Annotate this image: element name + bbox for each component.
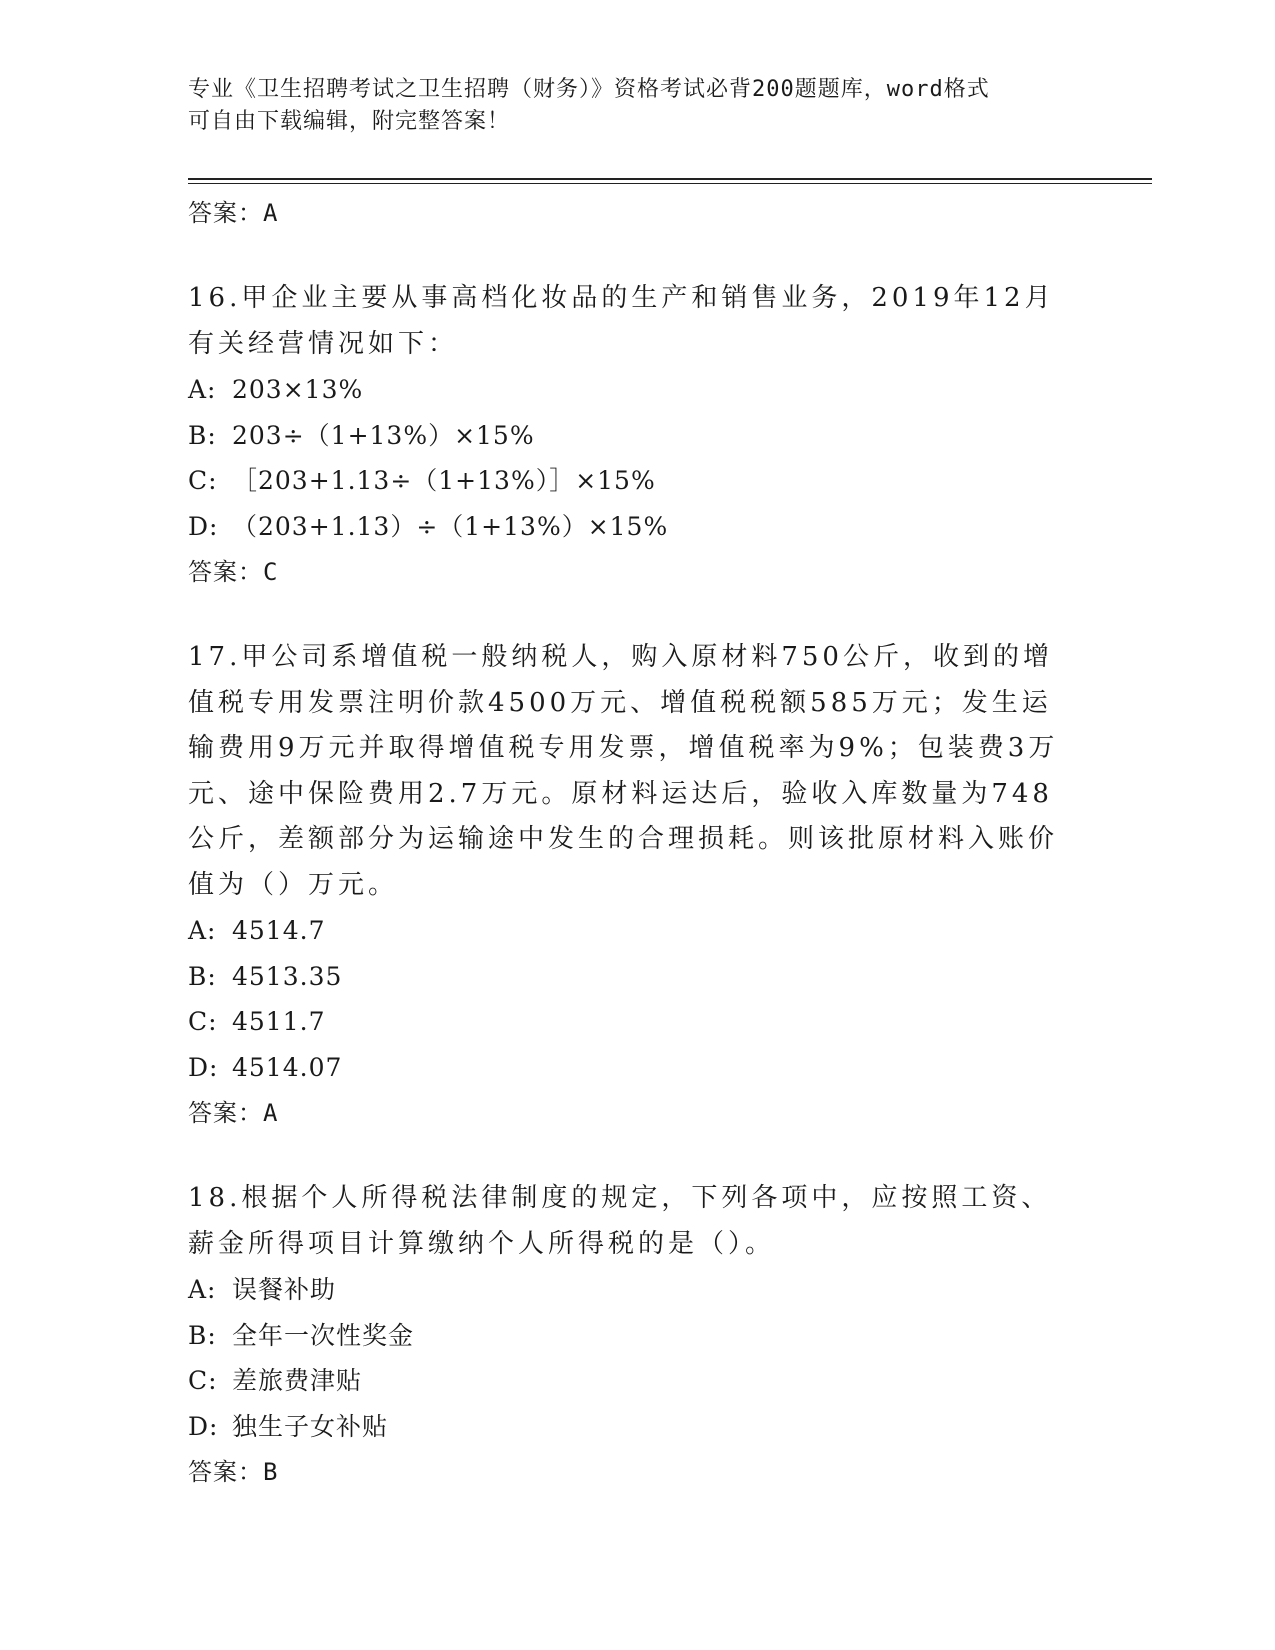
option-text: 独生子女补贴 xyxy=(232,1411,389,1441)
header-divider xyxy=(188,178,1152,180)
option-text: 4514.7 xyxy=(232,916,326,945)
option-label: D: xyxy=(188,1052,219,1082)
option-b xyxy=(188,954,1078,1000)
option-text: ［203+1.13÷（1+13%）］×15% xyxy=(232,466,656,495)
option-d xyxy=(188,1404,1078,1450)
option-label: A: xyxy=(188,375,217,404)
answer xyxy=(188,1090,1078,1136)
option-label: A: xyxy=(188,1275,217,1304)
question-18 xyxy=(188,1176,1078,1495)
option-b xyxy=(188,413,1078,459)
answer-value: B xyxy=(263,1458,279,1486)
option-text: 全年一次性奖金 xyxy=(232,1320,415,1350)
answer-label: 答案： xyxy=(188,199,263,227)
option-label: A: xyxy=(188,916,217,945)
option-text: 203÷（1+13%）×15% xyxy=(232,420,535,450)
option-d xyxy=(188,1045,1078,1091)
answer-value: A xyxy=(263,199,279,227)
answer-value: A xyxy=(263,1099,279,1127)
answer-label: 答案： xyxy=(188,1099,263,1127)
header-line-1: 专业《卫生招聘考试之卫生招聘（财务）》资格考试必背200题题库，word格式 xyxy=(188,77,990,102)
document-header xyxy=(188,74,1068,138)
option-a xyxy=(188,367,1078,413)
question-16 xyxy=(188,276,1078,595)
question-text: 18.根据个人所得税法律制度的规定，下列各项中，应按照工资、薪金所得项目计算缴纳个人所得税的是（）。 xyxy=(188,1183,1052,1259)
answer xyxy=(188,1449,1078,1495)
option-c xyxy=(188,458,1078,504)
answer xyxy=(188,549,1078,595)
answer-value: C xyxy=(263,558,279,586)
option-label: B: xyxy=(188,961,217,991)
answer-label: 答案： xyxy=(188,558,263,586)
question-17 xyxy=(188,635,1078,1136)
document-body xyxy=(188,190,1078,1495)
option-label: B: xyxy=(188,420,217,450)
option-label: D: xyxy=(188,511,219,541)
option-label: D: xyxy=(188,1411,219,1441)
option-label: B: xyxy=(188,1320,217,1350)
option-label: C: xyxy=(188,1366,218,1395)
option-c xyxy=(188,999,1078,1045)
answer-label: 答案： xyxy=(188,1458,263,1486)
option-text: 差旅费津贴 xyxy=(232,1366,363,1395)
option-d xyxy=(188,504,1078,550)
option-text: 203×13% xyxy=(232,375,364,404)
option-a xyxy=(188,908,1078,954)
option-label: C: xyxy=(188,466,218,495)
option-text: 4511.7 xyxy=(232,1007,326,1036)
option-label: C: xyxy=(188,1007,218,1036)
question-text: 16.甲企业主要从事高档化妆品的生产和销售业务，2019年12月有关经营情况如下： xyxy=(188,283,1055,359)
option-text: （203+1.13）÷（1+13%）×15% xyxy=(232,511,669,541)
header-line-2: 可自由下载编辑，附完整答案！ xyxy=(188,109,511,134)
option-a xyxy=(188,1267,1078,1313)
question-text: 17.甲公司系增值税一般纳税人，购入原材料750公斤，收到的增值税专用发票注明价款4500万元、增值税税额585万元；发生运输费用9万元并取得增值税专用发票，增值税率为9%；包装费3万元、途中保险费用2.7万元。原材料运达后，验收入库数量为748公斤，差额部分为运输途中发生的合理损耗。则该批原材料入账价值为（）万元。 xyxy=(188,642,1059,900)
option-text: 误餐补助 xyxy=(232,1275,337,1304)
header-divider-thin xyxy=(188,183,1152,184)
option-b xyxy=(188,1313,1078,1359)
option-text: 4514.07 xyxy=(232,1052,343,1082)
option-c xyxy=(188,1358,1078,1404)
option-text: 4513.35 xyxy=(232,961,343,991)
previous-answer xyxy=(188,190,1078,236)
